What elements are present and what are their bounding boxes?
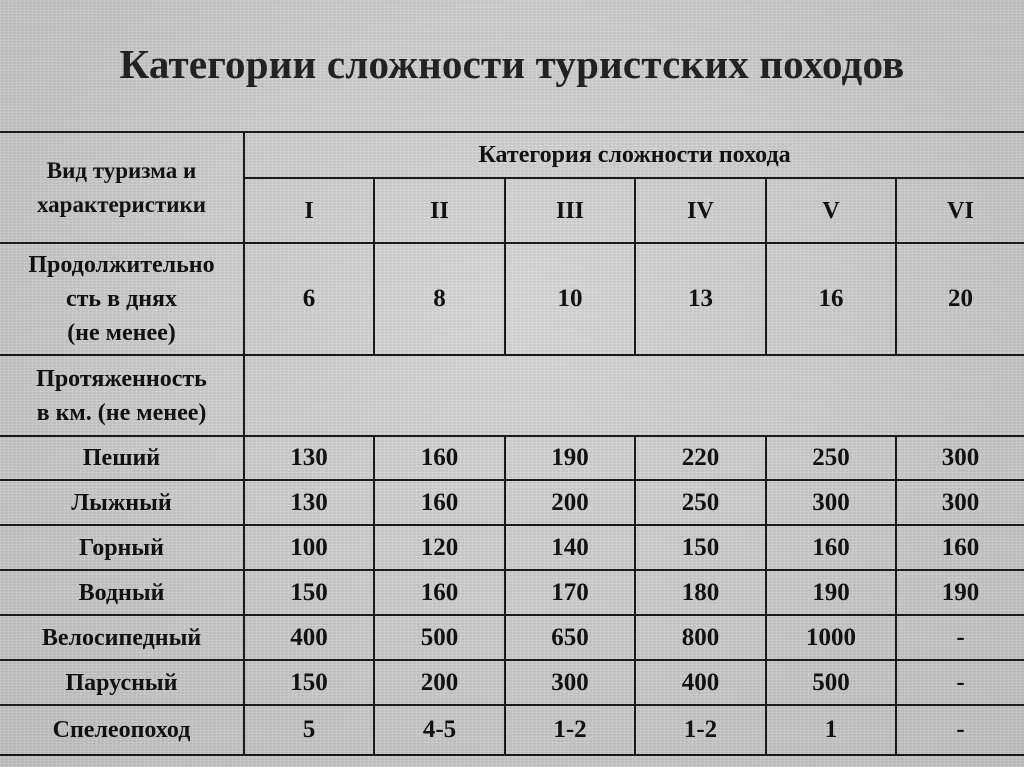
distance-label-line1: Протяженность [36,365,207,392]
table-cell: 100 [244,525,374,570]
duration-cell-6: 20 [896,243,1024,355]
table-cell: 160 [374,480,505,525]
table-cell: 170 [505,570,635,615]
row-name-bicycle: Велосипедный [0,615,244,660]
table-row [0,525,1024,570]
difficulty-table [0,131,1024,756]
row-name-caving: Спелеопоход [0,705,244,755]
distance-header-blank [244,355,1024,436]
category-header-1: I [244,178,374,243]
table-cell: 300 [766,480,896,525]
table-cell: 1-2 [505,705,635,755]
table-cell: 140 [505,525,635,570]
duration-cell-4: 13 [635,243,766,355]
table-cell: - [896,705,1024,755]
table-cell: 300 [896,480,1024,525]
table-cell: 1000 [766,615,896,660]
table-row [0,570,1024,615]
table-cell: 160 [896,525,1024,570]
duration-cell-3: 10 [505,243,635,355]
table-cell: 300 [505,660,635,705]
category-caption: Категория сложности похода [244,132,1024,178]
table-row [0,436,1024,480]
category-header-3: III [505,178,635,243]
table-cell: 5 [244,705,374,755]
table-cell: 150 [244,570,374,615]
category-header-6: VI [896,178,1024,243]
distance-label-line2: в км. (не менее) [36,399,207,426]
table-cell: 130 [244,480,374,525]
table-row [0,660,1024,705]
table-cell: 160 [374,436,505,480]
corner-header-line2: характеристики [36,191,207,217]
table-cell: 250 [766,436,896,480]
table-cell: 200 [505,480,635,525]
table-row [0,705,1024,755]
table-cell: 500 [766,660,896,705]
table-cell: 180 [635,570,766,615]
duration-cell-5: 16 [766,243,896,355]
table-cell: 160 [766,525,896,570]
row-name-water: Водный [0,570,244,615]
table-cell: 130 [244,436,374,480]
table-cell: 190 [505,436,635,480]
table-cell: 190 [896,570,1024,615]
category-header-2: II [374,178,505,243]
table-cell: - [896,660,1024,705]
table-cell: 220 [635,436,766,480]
duration-label-line3: (не менее) [67,320,176,346]
duration-row [0,243,1024,355]
distance-header-row [0,355,1024,436]
category-header-4: IV [635,178,766,243]
table-cell: 300 [896,436,1024,480]
row-name-sailing: Парусный [0,660,244,705]
page-title: Категории сложности туристских походов [119,41,905,87]
table-row [0,480,1024,525]
table-cell: 500 [374,615,505,660]
table-cell: 150 [635,525,766,570]
duration-cell-1: 6 [244,243,374,355]
table-cell: 160 [374,570,505,615]
duration-label [0,243,244,355]
table-cell: 650 [505,615,635,660]
table-cell: 800 [635,615,766,660]
corner-header-line1: Вид туризма и [46,157,197,183]
table-cell: 400 [244,615,374,660]
table-cell: 190 [766,570,896,615]
table-cell: 4-5 [374,705,505,755]
table-cell: 1-2 [635,705,766,755]
table-cell: - [896,615,1024,660]
duration-label-line1: Продолжительно [28,252,215,278]
category-header-5: V [766,178,896,243]
table-cell: 200 [374,660,505,705]
table-cell: 1 [766,705,896,755]
table-cell: 250 [635,480,766,525]
table-row [0,615,1024,660]
table-cell: 400 [635,660,766,705]
table-cell: 150 [244,660,374,705]
table-cell: 120 [374,525,505,570]
row-name-ski: Лыжный [0,480,244,525]
row-name-mountain: Горный [0,525,244,570]
duration-cell-2: 8 [374,243,505,355]
row-name-hiking: Пеший [0,436,244,480]
duration-label-line2: сть в днях [65,286,178,312]
corner-header-cell [0,132,244,243]
distance-label [0,355,244,436]
